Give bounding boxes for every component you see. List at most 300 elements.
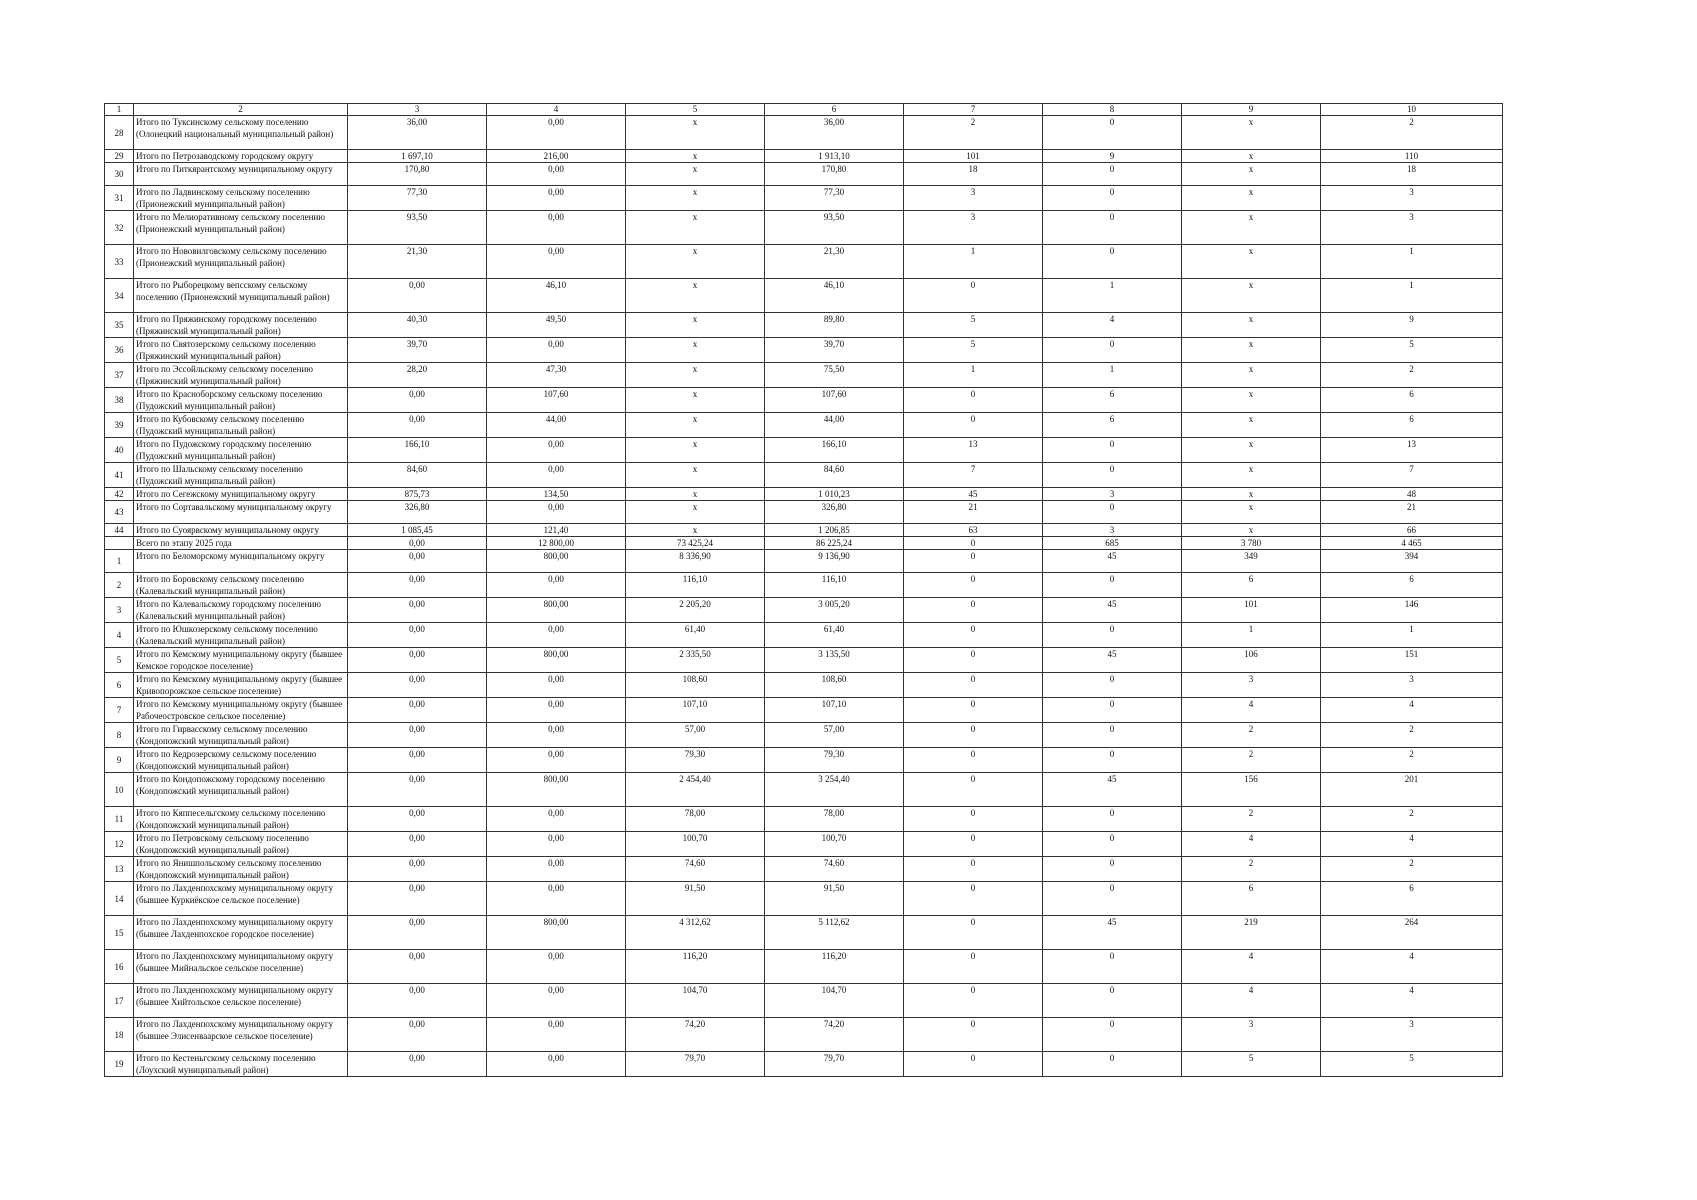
row-value: 4 465	[1321, 537, 1503, 550]
row-value: 0	[1043, 832, 1182, 857]
row-value: 0	[904, 1052, 1043, 1077]
column-number: 4	[487, 104, 626, 116]
row-value: 45	[1043, 916, 1182, 950]
table-row	[105, 438, 1503, 463]
row-name: Итого по Юшкозерскому сельскому поселению (Калевальский муниципальный район)	[134, 623, 348, 648]
row-name: Итого по Рыборецкому вепсскому сельскому поселению (Прионежский муниципальный район)	[134, 279, 348, 313]
row-value: 0,00	[487, 698, 626, 723]
row-value: 0,00	[487, 832, 626, 857]
row-value: 0,00	[348, 882, 487, 916]
row-value: 0,00	[487, 857, 626, 882]
row-value: 6	[1321, 388, 1503, 413]
row-value: 3 254,40	[765, 773, 904, 807]
row-value: 5	[1182, 1052, 1321, 1077]
row-value: 3	[904, 211, 1043, 245]
row-value: 800,00	[487, 598, 626, 623]
row-value: 86 225,24	[765, 537, 904, 550]
row-value: 0	[1043, 748, 1182, 773]
row-value: 0,00	[348, 598, 487, 623]
row-value: 0,00	[487, 438, 626, 463]
row-value: 3	[1321, 211, 1503, 245]
row-value: 0	[1043, 673, 1182, 698]
row-name: Итого по Нововилговскому сельскому поселению (Прионежский муниципальный район)	[134, 245, 348, 279]
row-name: Итого по Лахденпохскому муниципальному округу (бывшее Лахденпохское городское поселение)	[134, 916, 348, 950]
row-value: 0,00	[487, 1052, 626, 1077]
table-row	[105, 773, 1503, 807]
row-name: Итого по Лахденпохскому муниципальному округу (бывшее Элисенваарское сельское поселение)	[134, 1018, 348, 1052]
row-value: 216,00	[487, 150, 626, 163]
row-value: 166,10	[765, 438, 904, 463]
row-value: 104,70	[765, 984, 904, 1018]
table-row	[105, 537, 1503, 550]
row-value: 2	[1321, 723, 1503, 748]
row-value: 108,60	[765, 673, 904, 698]
row-value: 1	[1321, 245, 1503, 279]
row-name: Итого по Мелиоративному сельскому поселению (Прионежский муниципальный район)	[134, 211, 348, 245]
row-value: 100,70	[626, 832, 765, 857]
row-name: Итого по Янишпольскому сельскому поселению (Кондопожский муниципальный район)	[134, 857, 348, 882]
row-value: x	[1182, 363, 1321, 388]
row-number: 14	[105, 882, 134, 916]
row-value: 0	[1043, 573, 1182, 598]
document-page	[104, 103, 1502, 1077]
row-number: 2	[105, 573, 134, 598]
row-value: 151	[1321, 648, 1503, 673]
row-name: Итого по Лахденпохскому муниципальному округу (бывшее Хийтольское сельское поселение)	[134, 984, 348, 1018]
table-row	[105, 1052, 1503, 1077]
row-value: x	[1182, 501, 1321, 524]
row-value: 0,00	[487, 211, 626, 245]
row-value: 74,60	[765, 857, 904, 882]
row-value: 74,60	[626, 857, 765, 882]
row-value: 0	[1043, 186, 1182, 211]
row-name: Итого по Кемскому муниципальному округу (бывшее Рабочеостровское сельское поселение)	[134, 698, 348, 723]
table-row	[105, 1018, 1503, 1052]
row-value: 0,00	[348, 984, 487, 1018]
row-value: 800,00	[487, 773, 626, 807]
table-row	[105, 338, 1503, 363]
row-value: 2 454,40	[626, 773, 765, 807]
row-value: 0,00	[348, 723, 487, 748]
row-value: x	[626, 338, 765, 363]
row-number: 39	[105, 413, 134, 438]
row-value: 0,00	[348, 950, 487, 984]
row-value: 0,00	[487, 623, 626, 648]
row-value: 800,00	[487, 916, 626, 950]
row-value: x	[626, 211, 765, 245]
row-value: 45	[1043, 648, 1182, 673]
row-value: 0	[904, 748, 1043, 773]
row-value: 0	[1043, 807, 1182, 832]
column-number: 9	[1182, 104, 1321, 116]
row-value: 13	[1321, 438, 1503, 463]
row-value: 0	[904, 807, 1043, 832]
row-value: 75,50	[765, 363, 904, 388]
row-value: 36,00	[348, 116, 487, 150]
row-value: 2	[1321, 807, 1503, 832]
row-value: 0,00	[487, 882, 626, 916]
row-name: Итого по Кубовскому сельскому поселению (Пудожский муниципальный район)	[134, 413, 348, 438]
row-value: 394	[1321, 550, 1503, 573]
row-number: 9	[105, 748, 134, 773]
row-value: 73 425,24	[626, 537, 765, 550]
row-value: 0	[1043, 698, 1182, 723]
row-value: 18	[1321, 163, 1503, 186]
row-value: 93,50	[765, 211, 904, 245]
row-value: 0	[904, 984, 1043, 1018]
row-value: 0	[1043, 116, 1182, 150]
row-value: 3	[904, 186, 1043, 211]
table-row	[105, 279, 1503, 313]
row-value: 61,40	[765, 623, 904, 648]
row-value: 0,00	[348, 773, 487, 807]
row-value: 1	[1182, 623, 1321, 648]
row-value: 7	[1321, 463, 1503, 488]
row-value: 0,00	[348, 413, 487, 438]
row-value: 116,10	[626, 573, 765, 598]
row-value: 39,70	[765, 338, 904, 363]
row-value: 93,50	[348, 211, 487, 245]
column-number: 7	[904, 104, 1043, 116]
row-number: 31	[105, 186, 134, 211]
row-value: 349	[1182, 550, 1321, 573]
row-value: 0,00	[487, 338, 626, 363]
row-value: 106	[1182, 648, 1321, 673]
row-value: 9	[1321, 313, 1503, 338]
row-value: 79,30	[626, 748, 765, 773]
row-value: 91,50	[626, 882, 765, 916]
row-value: 79,70	[626, 1052, 765, 1077]
row-value: 134,50	[487, 488, 626, 501]
table-row	[105, 488, 1503, 501]
row-name: Итого по Сортавальскому муниципальному округу	[134, 501, 348, 524]
row-value: 74,20	[765, 1018, 904, 1052]
table-row	[105, 673, 1503, 698]
table-row	[105, 598, 1503, 623]
row-number: 5	[105, 648, 134, 673]
row-number: 19	[105, 1052, 134, 1077]
row-value: x	[626, 116, 765, 150]
row-number: 13	[105, 857, 134, 882]
row-value: x	[1182, 313, 1321, 338]
row-value: 6	[1182, 573, 1321, 598]
row-value: 44,00	[487, 413, 626, 438]
row-value: x	[626, 501, 765, 524]
row-number: 37	[105, 363, 134, 388]
row-number: 12	[105, 832, 134, 857]
row-name: Итого по Беломорскому муниципальному округу	[134, 550, 348, 573]
row-number: 7	[105, 698, 134, 723]
row-value: 2 335,50	[626, 648, 765, 673]
row-value: 0	[904, 950, 1043, 984]
row-value: 107,60	[765, 388, 904, 413]
table-row	[105, 150, 1503, 163]
row-name: Итого по Ладвинскому сельскому поселению (Прионежский муниципальный район)	[134, 186, 348, 211]
row-value: 48	[1321, 488, 1503, 501]
row-value: x	[1182, 211, 1321, 245]
row-name: Итого по Гирвасскому сельскому поселению (Кондопожский муниципальный район)	[134, 723, 348, 748]
row-value: 2	[1321, 857, 1503, 882]
row-number: 4	[105, 623, 134, 648]
row-value: 4	[1182, 950, 1321, 984]
row-value: 3	[1182, 1018, 1321, 1052]
row-value: 2	[1182, 807, 1321, 832]
table-row	[105, 748, 1503, 773]
table-row	[105, 186, 1503, 211]
table-row	[105, 363, 1503, 388]
table-row	[105, 463, 1503, 488]
row-value: 0,00	[348, 1018, 487, 1052]
row-value: 0,00	[348, 648, 487, 673]
row-value: x	[626, 524, 765, 537]
row-value: x	[626, 150, 765, 163]
table-row	[105, 950, 1503, 984]
table-row	[105, 882, 1503, 916]
row-value: 116,10	[765, 573, 904, 598]
row-value: 121,40	[487, 524, 626, 537]
row-number: 30	[105, 163, 134, 186]
row-name: Итого по Кемскому муниципальному округу (бывшее Кривопорожское сельское поселение)	[134, 673, 348, 698]
row-value: 66	[1321, 524, 1503, 537]
row-value: 2	[1321, 116, 1503, 150]
row-value: 0	[1043, 163, 1182, 186]
row-value: 156	[1182, 773, 1321, 807]
column-number: 8	[1043, 104, 1182, 116]
table-row	[105, 501, 1503, 524]
row-value: x	[1182, 388, 1321, 413]
row-value: 0,00	[348, 550, 487, 573]
table-row	[105, 807, 1503, 832]
row-value: x	[1182, 413, 1321, 438]
row-value: 0	[904, 573, 1043, 598]
row-number: 41	[105, 463, 134, 488]
row-value: 0	[1043, 211, 1182, 245]
row-name: Итого по Сегежскому муниципальному округу	[134, 488, 348, 501]
row-value: 170,80	[765, 163, 904, 186]
row-number: 15	[105, 916, 134, 950]
column-number-row	[105, 104, 1503, 116]
row-value: 4	[1182, 984, 1321, 1018]
row-value: 5	[904, 338, 1043, 363]
table-row	[105, 116, 1503, 150]
row-value: 0	[1043, 463, 1182, 488]
column-number: 1	[105, 104, 134, 116]
row-number: 6	[105, 673, 134, 698]
row-value: 0	[904, 832, 1043, 857]
row-value: 3	[1321, 673, 1503, 698]
row-number: 36	[105, 338, 134, 363]
row-value: 79,70	[765, 1052, 904, 1077]
row-name: Итого по Петрозаводскому городскому округу	[134, 150, 348, 163]
row-value: 0	[904, 773, 1043, 807]
table-row	[105, 984, 1503, 1018]
row-value: 201	[1321, 773, 1503, 807]
row-value: 0	[904, 916, 1043, 950]
row-value: 2 205,20	[626, 598, 765, 623]
row-value: 0	[904, 623, 1043, 648]
row-value: 0,00	[348, 857, 487, 882]
row-value: 6	[1321, 413, 1503, 438]
row-value: 12 800,00	[487, 537, 626, 550]
row-value: 21,30	[765, 245, 904, 279]
row-value: x	[626, 279, 765, 313]
row-value: 0	[1043, 501, 1182, 524]
row-value: 1	[1321, 279, 1503, 313]
row-value: 7	[904, 463, 1043, 488]
row-value: 0,00	[348, 916, 487, 950]
row-value: x	[1182, 279, 1321, 313]
row-number: 18	[105, 1018, 134, 1052]
row-value: 219	[1182, 916, 1321, 950]
row-value: 3	[1321, 186, 1503, 211]
row-value: 6	[1182, 882, 1321, 916]
row-name: Итого по Лахденпохскому муниципальному округу (бывшее Куркиёкское сельское поселение)	[134, 882, 348, 916]
row-name: Итого по Кяппесельгскому сельскому поселению (Кондопожский муниципальный район)	[134, 807, 348, 832]
row-value: 0,00	[348, 623, 487, 648]
row-value: 0,00	[487, 748, 626, 773]
row-value: 74,20	[626, 1018, 765, 1052]
row-value: 4	[1043, 313, 1182, 338]
row-value: 0	[1043, 438, 1182, 463]
row-value: 264	[1321, 916, 1503, 950]
row-value: x	[626, 186, 765, 211]
row-value: 0,00	[348, 698, 487, 723]
row-value: 36,00	[765, 116, 904, 150]
row-value: x	[626, 463, 765, 488]
row-value: 107,60	[487, 388, 626, 413]
row-name: Итого по Святозерскому сельскому поселению (Пряжинский муниципальный район)	[134, 338, 348, 363]
row-value: 0,00	[487, 1018, 626, 1052]
row-value: 4	[1182, 698, 1321, 723]
table-row	[105, 413, 1503, 438]
row-value: 0,00	[487, 501, 626, 524]
row-value: 0	[904, 550, 1043, 573]
table-row	[105, 211, 1503, 245]
row-value: 0	[904, 698, 1043, 723]
row-value: 0	[904, 537, 1043, 550]
row-value: 5	[1321, 338, 1503, 363]
row-value: 1 206,85	[765, 524, 904, 537]
table-row	[105, 313, 1503, 338]
row-value: x	[626, 245, 765, 279]
row-value: 0,00	[487, 116, 626, 150]
row-value: 0	[904, 648, 1043, 673]
row-number: 43	[105, 501, 134, 524]
row-value: 0,00	[348, 1052, 487, 1077]
row-value: 3 135,50	[765, 648, 904, 673]
row-value: 0,00	[348, 537, 487, 550]
row-value: 2	[1182, 723, 1321, 748]
row-value: 45	[1043, 773, 1182, 807]
row-value: 3 005,20	[765, 598, 904, 623]
row-value: 0	[904, 857, 1043, 882]
row-value: 3	[1043, 524, 1182, 537]
row-value: 0	[1043, 950, 1182, 984]
table-row	[105, 550, 1503, 573]
row-value: 1 010,23	[765, 488, 904, 501]
row-value: 57,00	[626, 723, 765, 748]
row-value: 63	[904, 524, 1043, 537]
row-value: 5	[1321, 1052, 1503, 1077]
row-number: 34	[105, 279, 134, 313]
row-value: 2	[1321, 363, 1503, 388]
row-value: 2	[1182, 857, 1321, 882]
column-number: 2	[134, 104, 348, 116]
row-value: x	[1182, 186, 1321, 211]
row-value: x	[1182, 338, 1321, 363]
row-value: 4	[1182, 832, 1321, 857]
row-name: Итого по Туксинскому сельскому поселению (Олонецкий национальный муниципальный район)	[134, 116, 348, 150]
row-value: 0	[1043, 338, 1182, 363]
row-value: 0	[1043, 1052, 1182, 1077]
row-value: 5	[904, 313, 1043, 338]
row-value: 107,10	[626, 698, 765, 723]
row-value: 77,30	[765, 186, 904, 211]
row-value: 0,00	[348, 279, 487, 313]
row-value: x	[626, 488, 765, 501]
row-value: 45	[1043, 598, 1182, 623]
row-number: 40	[105, 438, 134, 463]
row-value: 0	[904, 388, 1043, 413]
row-value: 800,00	[487, 648, 626, 673]
row-name: Итого по Кемскому муниципальному округу (бывшее Кемское городское поселение)	[134, 648, 348, 673]
column-number: 10	[1321, 104, 1503, 116]
row-value: 1	[904, 363, 1043, 388]
row-value: 0,00	[348, 573, 487, 598]
row-value: 84,60	[348, 463, 487, 488]
row-value: 6	[1043, 388, 1182, 413]
column-number: 5	[626, 104, 765, 116]
row-value: 0,00	[348, 673, 487, 698]
row-value: 685	[1043, 537, 1182, 550]
row-value: 326,80	[348, 501, 487, 524]
row-value: 9	[1043, 150, 1182, 163]
row-value: x	[626, 363, 765, 388]
row-number: 11	[105, 807, 134, 832]
row-value: 0	[904, 882, 1043, 916]
row-number	[105, 537, 134, 550]
row-value: 9 136,90	[765, 550, 904, 573]
row-value: x	[1182, 116, 1321, 150]
row-value: x	[1182, 488, 1321, 501]
table-row	[105, 648, 1503, 673]
row-value: 0,00	[487, 573, 626, 598]
row-value: 77,30	[348, 186, 487, 211]
row-value: 326,80	[765, 501, 904, 524]
table-row	[105, 573, 1503, 598]
row-value: 0,00	[487, 163, 626, 186]
column-number: 6	[765, 104, 904, 116]
row-value: 4	[1321, 950, 1503, 984]
row-value: 1	[904, 245, 1043, 279]
row-value: 0	[1043, 984, 1182, 1018]
row-value: 39,70	[348, 338, 487, 363]
row-value: 1	[1043, 279, 1182, 313]
row-value: 101	[1182, 598, 1321, 623]
table-row	[105, 832, 1503, 857]
table-row	[105, 388, 1503, 413]
row-value: 4	[1321, 698, 1503, 723]
row-value: 0	[904, 413, 1043, 438]
row-value: 1	[1321, 623, 1503, 648]
row-value: 78,00	[765, 807, 904, 832]
table-row	[105, 245, 1503, 279]
row-number: 29	[105, 150, 134, 163]
row-value: 0,00	[348, 388, 487, 413]
row-value: 8 336,90	[626, 550, 765, 573]
row-number: 8	[105, 723, 134, 748]
row-value: 84,60	[765, 463, 904, 488]
